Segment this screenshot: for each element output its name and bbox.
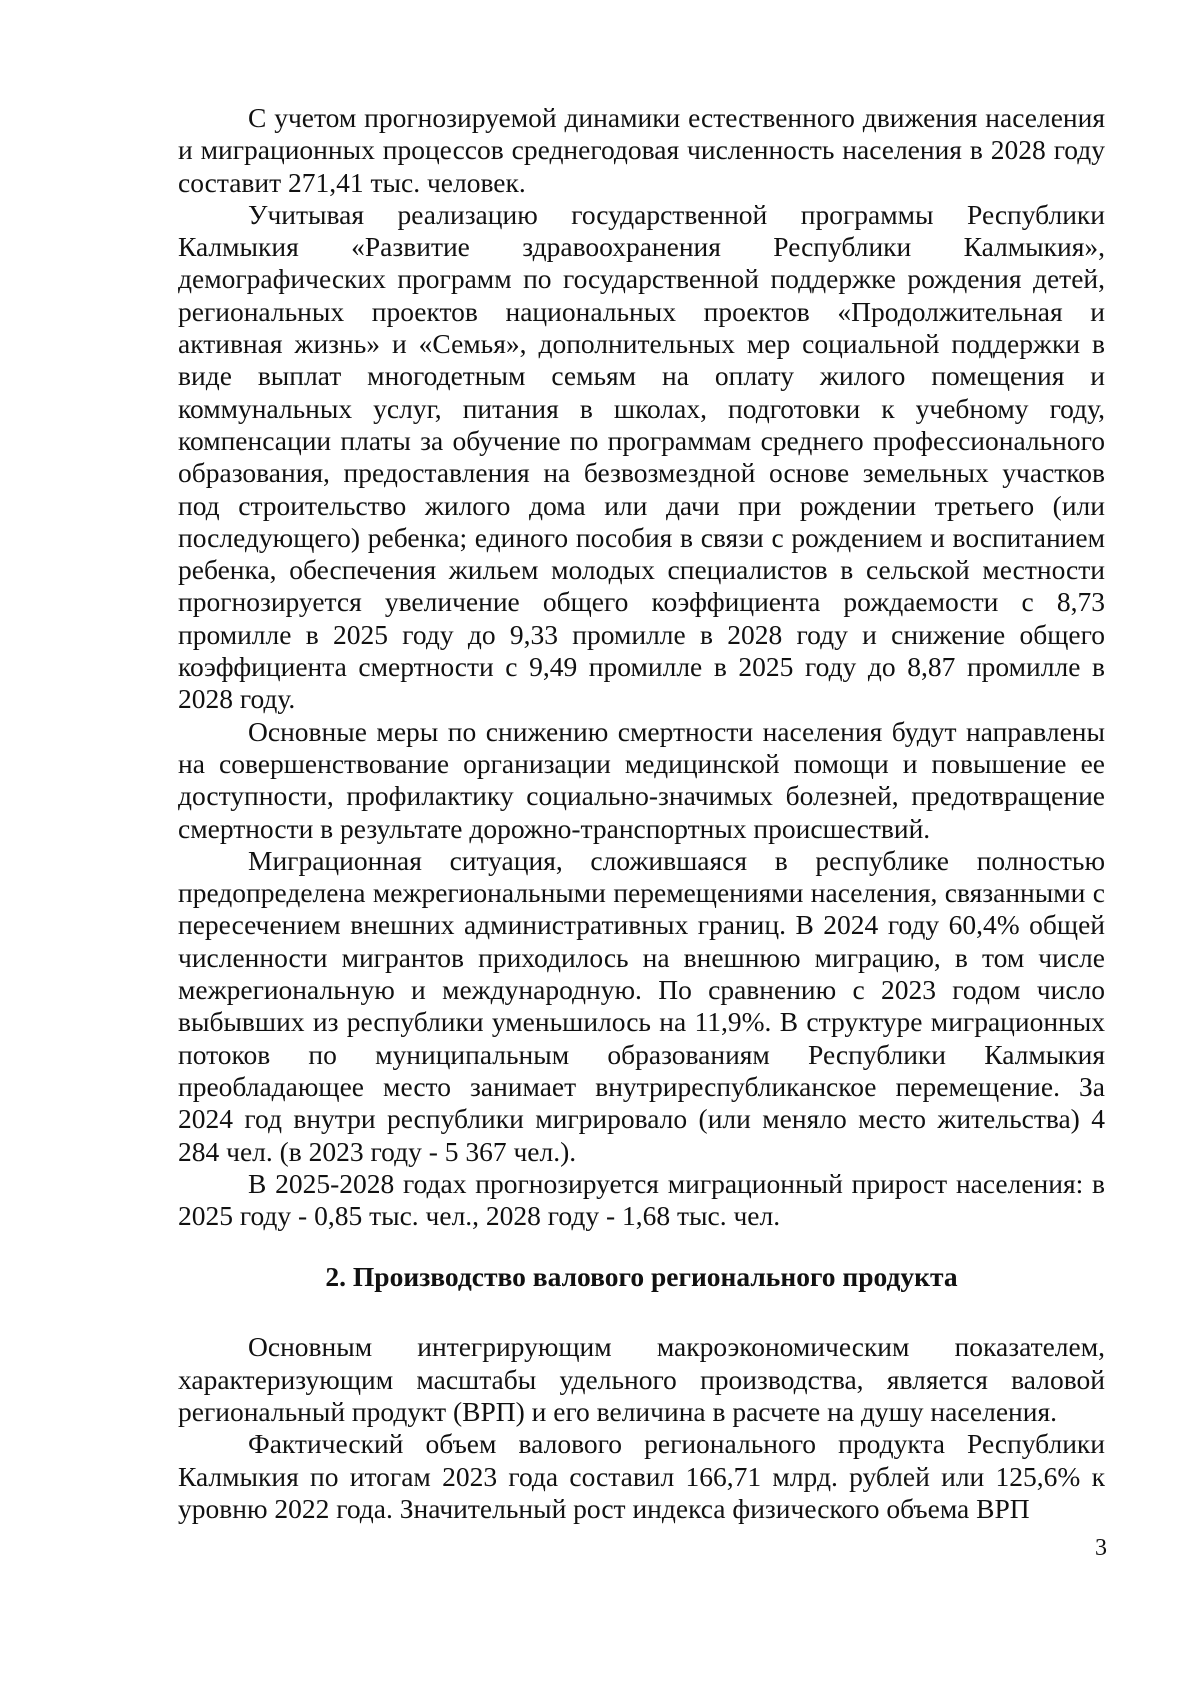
paragraph-birth-rate-measures: Учитывая реализацию государственной программы Республики Калмыкия «Развитие здравоохранения Республики Калмыкия», демографических программ по государственной поддержке рождения детей, региональных проектов национальных проектов «Продолжительная и активная жизнь» и «Семья», дополнительных мер социальной поддержки в виде выплат многодетным семьям на оплату жилого помещения и коммунальных услуг, питания в школах, подготовки к учебному году, компенсации платы за обучение по программам среднего профессионального образования, предоставления на безвозмездной основе земельных участков под строительство жилого дома или дачи при рождении третьего (или последующего) ребенка; единого пособия в связи с рождением и воспитанием ребенка, обеспечения жильем молодых специалистов в сельской местности прогнозируется увеличение общего коэффициента рождаемости с 8,73 промилле в 2025 году до 9,33 промилле в 2028 году и снижение общего коэффициента смертности с 9,49 промилле в 2025 году до 8,87 промилле в 2028 году.: [178, 198, 1105, 715]
paragraph-population-forecast: С учетом прогнозируемой динамики естественного движения населения и миграционных процессов среднегодовая численность населения в 2028 году составит 271,41 тыс. человек.: [178, 102, 1105, 198]
paragraph-migration-situation: Миграционная ситуация, сложившаяся в республике полностью предопределена межрегиональными перемещениями населения, связанными с пересечением внешних административных границ. В 2024 году 60,4% общей численности мигрантов приходилось на внешнюю миграцию, в том числе межрегиональную и международную. По сравнению с 2023 годом число выбывших из республики уменьшилось на 11,9%. В структуре миграционных потоков по муниципальным образованиям Республики Калмыкия преобладающее место занимает внутриреспубликанское перемещение. За 2024 год внутри республики мигрировало (или меняло место жительства) 4 284 чел. (в 2023 году - 5 367 чел.).: [178, 844, 1105, 1167]
section-heading: 2. Производство валового регионального продукта: [325, 1261, 958, 1293]
paragraph-grp-definition: Основным интегрирующим макроэкономическим показателем, характеризующим масштабы удельного производства, является валовой региональный продукт (ВРП) и его величина в расчете на душу населения.: [178, 1331, 1105, 1427]
document-body: [178, 102, 1105, 1525]
page-number: 3: [1095, 1535, 1107, 1561]
paragraph-migration-forecast: В 2025-2028 годах прогнозируется миграционный прирост населения: в 2025 году - 0,85 тыс. чел., 2028 году - 1,68 тыс. чел.: [178, 1167, 1105, 1232]
paragraph-grp-actual-volume: Фактический объем валового регионального продукта Республики Калмыкия по итогам 2023 года составил 166,71 млрд. рублей или 125,6% к уровню 2022 года. Значительный рост индекса физического объема ВРП: [178, 1428, 1105, 1524]
paragraph-mortality-measures: Основные меры по снижению смертности населения будут направлены на совершенствование организации медицинской помощи и повышение ее доступности, профилактику социально-значимых болезней, предотвращение смертности в результате дорожно-транспортных происшествий.: [178, 715, 1105, 844]
